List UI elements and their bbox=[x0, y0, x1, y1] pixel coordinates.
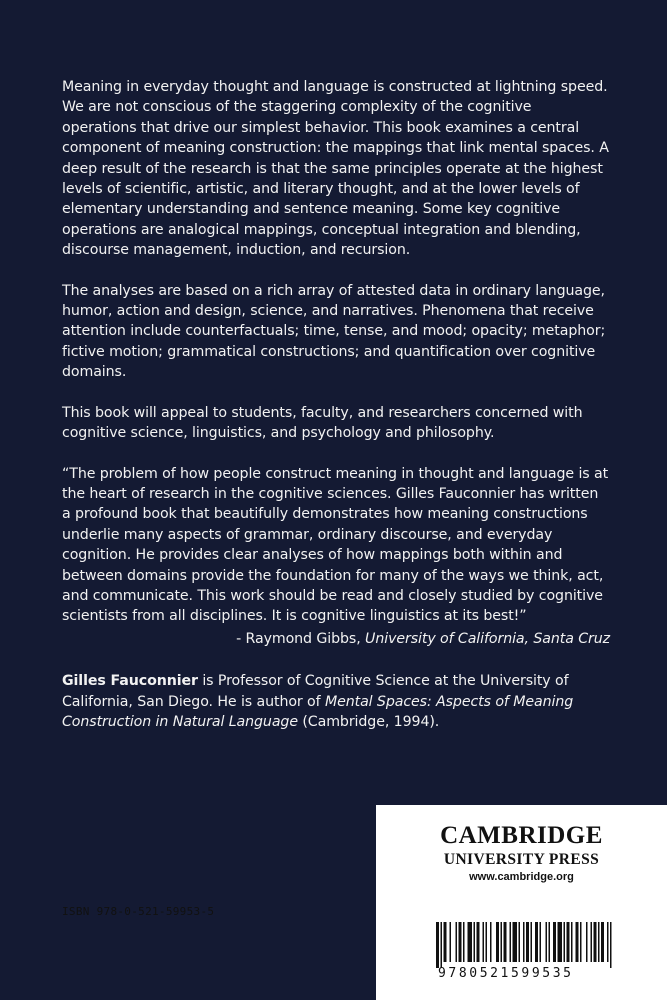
description-paragraph-2: The analyses are based on a rich array of attested data in ordinary language, humor, action and design, science, and narratives. Phenomena that receive attention include counterfactuals; time, tense, and mood; opacity; metaphor; fictive motion; grammatical constructions; and quantification over cognitive domains. bbox=[62, 282, 606, 381]
description-paragraph-1: Meaning in everyday thought and language is constructed at lightning speed. We are not conscious of the staggering complexity of the cognitive operations that drive our simplest behavior. This book examines a central component of meaning construction: the mappings that link mental spaces. A deep result of the research is that the same principles operate at the highest levels of scientific, artistic, and literary thought, and at the lower levels of elementary understanding and sentence meaning. Some key cognitive operations are analogical mappings, conceptual integration and blending, discourse management, induction, and recursion. bbox=[62, 79, 609, 259]
barcode-icon bbox=[390, 922, 652, 968]
bio-book-title: Mental Spaces: Aspects of Meaning Construction in Natural Language bbox=[62, 693, 574, 730]
review-quote: “The problem of how people construct meaning in thought and language is at the heart of research in the cognitive sciences. Gilles Fauconnier has written a profound book that beautifully demonstrates how meaning constructions underlie many aspects of grammar, ordinary discourse, and everyday cognition. He provides clear analyses of how mappings both within and between domains provide the foundation for many of the ways we think, act, and communicate. This work should be read and closely studied by cognitive scientists from all disciplines. It is cognitive linguistics at its best!” bbox=[62, 465, 609, 625]
author-name: Gilles Fauconnier bbox=[62, 673, 198, 690]
bio-tail: (Cambridge, 1994). bbox=[297, 713, 440, 730]
review-attribution bbox=[62, 629, 610, 649]
reviewer-name: - Raymond Gibbs, bbox=[236, 630, 361, 647]
bio-text: is Professor of Cognitive Science at the University of California, San Diego. He is author of bbox=[62, 673, 569, 710]
description-paragraph-3: This book will appeal to students, faculty, and researchers concerned with cognitive science, linguistics, and psychology and philosophy. bbox=[62, 404, 583, 442]
publisher-name: CAMBRIDGE bbox=[440, 822, 603, 849]
cover-text bbox=[62, 77, 610, 752]
publisher-website: www.cambridge.org bbox=[469, 871, 574, 883]
isbn-label: ISBN 978-0-521-59953-5 bbox=[62, 905, 215, 918]
barcode-number: 9780521599535 bbox=[438, 966, 574, 981]
publisher-subtitle: UNIVERSITY PRESS bbox=[443, 851, 600, 868]
author-bio bbox=[62, 671, 610, 732]
reviewer-affiliation: University of California, Santa Cruz bbox=[365, 630, 610, 647]
